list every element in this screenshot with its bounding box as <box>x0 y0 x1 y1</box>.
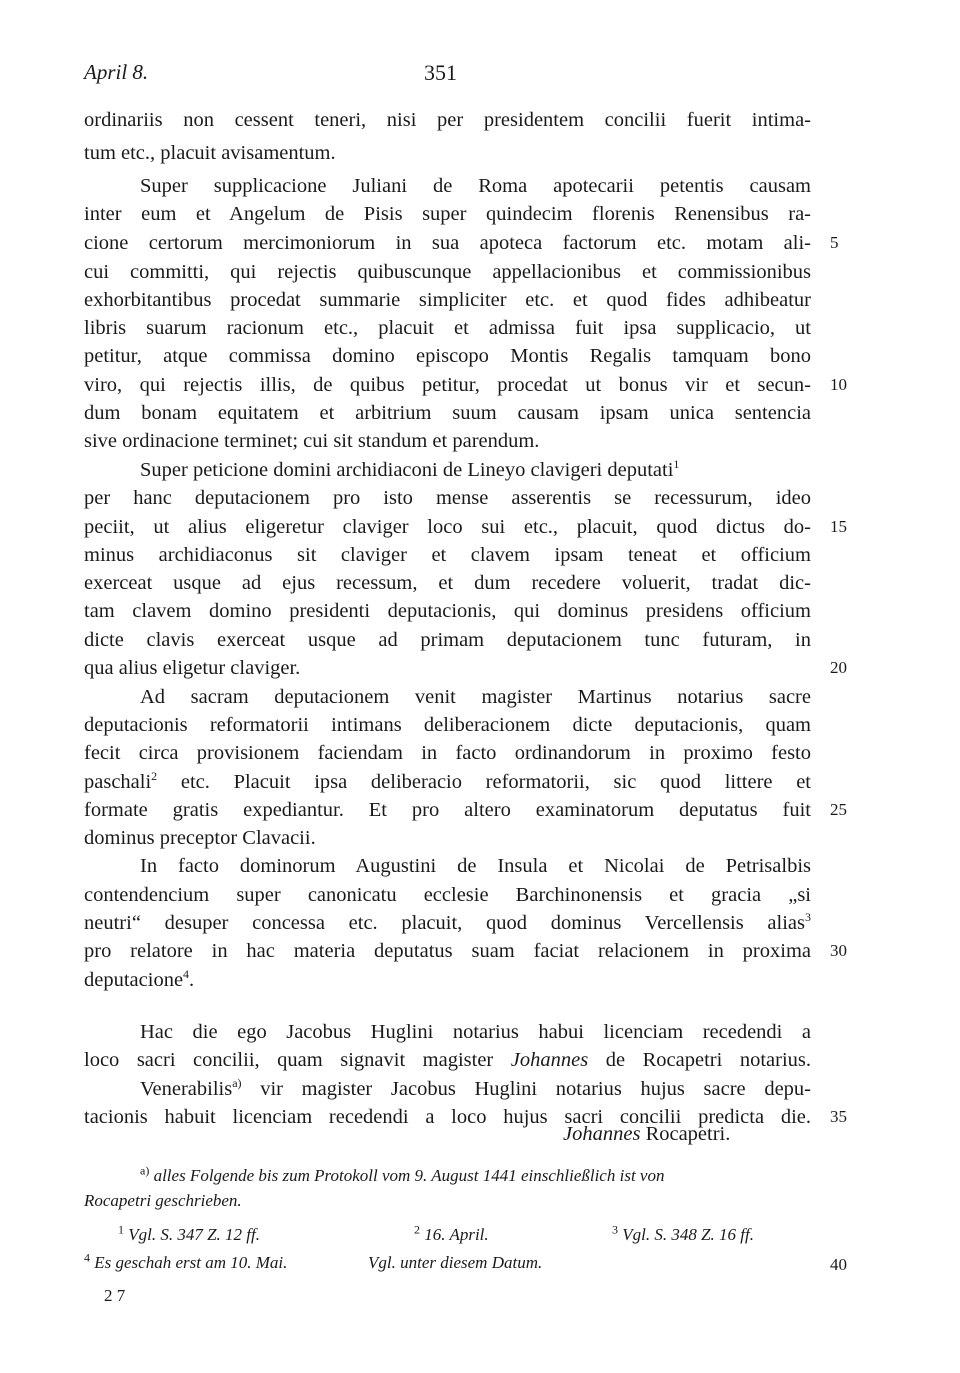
text-fragment: Super peticione domini archidiaconi de Lineyo clavigeri deputati <box>140 459 674 481</box>
text-line: sive ordinacione terminet; cui sit standum et parendum. <box>84 430 540 452</box>
text-fragment: Rocapetri. <box>640 1123 731 1145</box>
text-line: pro relatore in hac materia deputatus suam faciat relacionem in proxima <box>84 940 811 962</box>
margin-line-number: 20 <box>830 658 847 677</box>
text-line: peciit, ut alius eligeretur claviger loco sui etc., placuit, quod dictus do- <box>84 516 811 538</box>
footnote-mark: 3 <box>612 1222 618 1237</box>
text-fragment: de Rocapetri notarius. <box>588 1049 811 1071</box>
margin-line-number: 25 <box>830 800 847 819</box>
text-line: cui committi, qui rejectis quibuscunque appellacionibus et commissionibus <box>84 261 811 283</box>
text-line: deputacionis reformatorii intimans deliberacionem dicte deputacionis, quam <box>84 714 811 736</box>
footnote-2 <box>414 1222 489 1248</box>
footnote-ref: a) <box>232 1076 242 1091</box>
text-line <box>84 455 811 485</box>
footnote-text: alles Folgende bis zum Protokoll vom 9. August 1441 einschließlich ist von <box>153 1166 665 1185</box>
text-fragment: vir magister Jacobus Huglini notarius hujus sacre depu- <box>241 1078 811 1100</box>
margin-line-number: 5 <box>830 233 839 252</box>
footnote-ref: 3 <box>805 910 811 925</box>
name-italic: Johannes <box>510 1049 589 1071</box>
text-fragment: neutri“ desuper concessa etc. placuit, quod dominus Vercellensis alias <box>84 912 805 934</box>
text-line: dum bonam equitatem et arbitrium suum causam ipsam unica sentencia <box>84 402 811 424</box>
margin-line-number: 40 <box>830 1255 847 1274</box>
text-line: exerceat usque ad ejus recessum, et dum recedere voluerit, tradat dic- <box>84 572 811 594</box>
margin-line-number: 10 <box>830 375 847 394</box>
text-line: fecit circa provisionem faciendam in facto ordinandorum in proximo festo <box>84 742 811 764</box>
footnote-text: Vgl. S. 348 Z. 16 ff. <box>622 1225 755 1244</box>
footnote-mark: 4 <box>84 1250 90 1265</box>
text-line: minus archidiaconus sit claviger et clavem ipsam teneat et officium <box>84 544 811 566</box>
text-line: inter eum et Angelum de Pisis super quindecim florenis Renensibus ra- <box>84 203 811 225</box>
footnote-4-cont: Vgl. unter diesem Datum. <box>368 1253 543 1272</box>
text-fragment: paschali <box>84 771 152 793</box>
footnote-a <box>84 1163 811 1189</box>
footnote-a-cont: Rocapetri geschrieben. <box>84 1191 242 1210</box>
text-line: dicte clavis exerceat usque ad primam deputacionem tunc futuram, in <box>84 629 811 651</box>
text-line: dominus preceptor Clavacii. <box>84 827 316 849</box>
page-number: 351 <box>424 60 457 85</box>
footnote-mark: 1 <box>118 1222 124 1237</box>
text-line: per hanc deputacionem pro isto mense asserentis se recessurum, ideo <box>84 487 811 509</box>
text-line: qua alius eligetur claviger. <box>84 657 301 679</box>
text-line: viro, qui rejectis illis, de quibus petitur, procedat ut bonus vir et secun- <box>84 374 811 396</box>
text-fragment: loco sacri concilii, quam signavit magister <box>84 1049 494 1071</box>
footnote-4 <box>84 1250 287 1276</box>
text-fragment: deputacione <box>84 969 184 991</box>
margin-line-number: 35 <box>830 1107 847 1126</box>
footnote-mark: 2 <box>414 1222 420 1237</box>
text-line: cione certorum mercimoniorum in sua apoteca factorum etc. motam ali- <box>84 232 811 254</box>
margin-line-number: 30 <box>830 941 847 960</box>
footnote-3 <box>612 1222 754 1248</box>
footnote-text: Es geschah erst am 10. Mai. <box>94 1253 288 1272</box>
text-line <box>84 767 811 797</box>
text-fragment: . <box>189 969 195 991</box>
text-line: petitur, atque commissa domino episcopo Montis Regalis tamquam bono <box>84 345 811 367</box>
text-line: In facto dominorum Augustini de Insula et Nicolai de Petrisalbis <box>140 855 811 877</box>
printer-signature: 2 7 <box>104 1286 126 1305</box>
margin-line-number: 15 <box>830 517 847 536</box>
text-line: ordinariis non cessent teneri, nisi per presidentem concilii fuerit intima- <box>84 109 811 131</box>
text-line: formate gratis expediantur. Et pro altero examinatorum deputatus fuit <box>84 799 811 821</box>
footnote-text: 16. April. <box>424 1225 489 1244</box>
text-line: Ad sacram deputacionem venit magister Martinus notarius sacre <box>140 686 811 708</box>
footnote-ref: 4 <box>183 967 190 982</box>
footnote-ref: 2 <box>151 769 158 784</box>
text-line <box>84 1074 811 1104</box>
footnote-1 <box>118 1222 260 1248</box>
text-line: tum etc., placuit avisamentum. <box>84 142 336 164</box>
text-line: exhorbitantibus procedat summarie simpliciter etc. et quod fides adhibeatur <box>84 289 811 311</box>
footnote-text: Vgl. S. 347 Z. 12 ff. <box>128 1225 261 1244</box>
footnote-mark: a) <box>140 1163 150 1178</box>
name-italic: Johannes <box>563 1123 641 1145</box>
running-header-date: April 8. <box>84 60 149 84</box>
text-line <box>84 965 811 995</box>
text-line: Hac die ego Jacobus Huglini notarius habui licenciam recedendi a <box>140 1021 811 1043</box>
text-fragment: etc. Placuit ipsa deliberacio reformatorii, sic quod littere et <box>157 771 811 793</box>
text-line <box>84 908 811 938</box>
text-line: Super supplicacione Juliani de Roma apotecarii petentis causam <box>140 175 811 197</box>
signature-line <box>563 1123 730 1146</box>
text-line: tacionis habuit licenciam recedendi a loco hujus sacri concilii predicta die. <box>84 1106 811 1128</box>
text-fragment: Venerabilis <box>140 1078 233 1100</box>
text-line: libris suarum racionum etc., placuit et admissa fuit ipsa supplicacio, ut <box>84 317 811 339</box>
footnote-ref: 1 <box>673 457 680 472</box>
text-line: tam clavem domino presidenti deputacionis, qui dominus presidens officium <box>84 600 811 622</box>
text-line: contendencium super canonicatu ecclesie Barchinonensis et gracia „si <box>84 884 811 906</box>
text-line <box>84 1045 811 1075</box>
